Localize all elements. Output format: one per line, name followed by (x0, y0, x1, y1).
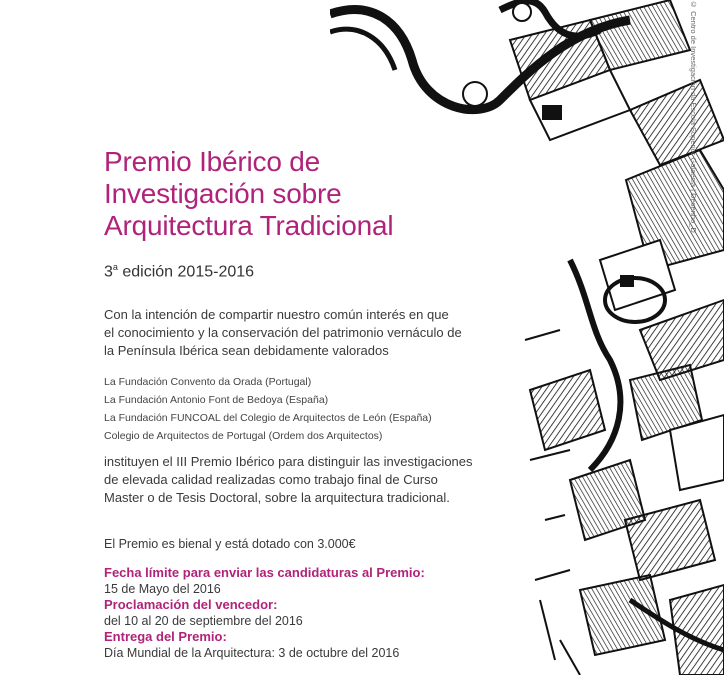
image-credit: © Centro de Investigación da Escola Superior Galaecia | Desenho_D (689, 0, 698, 233)
intro-line: Con la intención de compartir nuestro común interés en que (104, 307, 449, 322)
foundation-item: La Fundación Antonio Font de Bedoya (España) (104, 394, 329, 406)
body-line: de elevada calidad realizadas como trabajo final de Curso (104, 472, 438, 487)
body-line: Master o de Tesis Doctoral, sobre la arquitectura tradicional. (104, 490, 450, 505)
body-paragraph (104, 453, 524, 507)
intro-paragraph (104, 306, 504, 360)
intro-line: el conocimiento y la conservación del patrimonio vernáculo de (104, 325, 462, 340)
prize-amount-text: El Premio es bienal y está dotado con 3.000€ (104, 537, 356, 551)
page-title (104, 146, 393, 242)
body-line: instituyen el III Premio Ibérico para distinguir las investigaciones (104, 454, 473, 469)
edition-ordinal-suffix: a (112, 262, 118, 272)
key-dates (104, 565, 524, 661)
title-line-3: Arquitectura Tradicional (104, 210, 394, 241)
deadline-label: Fecha límite para enviar las candidaturas al Premio: (104, 565, 425, 580)
foundation-item: Colegio de Arquitectos de Portugal (Ordem dos Arquitectos) (104, 430, 383, 442)
foundations-list (104, 373, 504, 445)
title-line-1: Premio Ibérico de (104, 146, 321, 177)
deadline-value: 15 de Mayo del 2016 (104, 582, 221, 596)
edition-label (104, 262, 254, 281)
proclamation-value: del 10 al 20 de septiembre del 2016 (104, 614, 303, 628)
foundation-item: La Fundación Convento da Orada (Portugal) (104, 376, 312, 388)
delivery-value: Día Mundial de la Arquitectura: 3 de octubre del 2016 (104, 646, 400, 660)
title-line-2: Investigación sobre (104, 178, 342, 209)
proclamation-label: Proclamación del vencedor: (104, 597, 278, 612)
intro-line: la Península Ibérica sean debidamente valorados (104, 343, 389, 358)
delivery-label: Entrega del Premio: (104, 629, 227, 644)
edition-text: edición 2015-2016 (117, 263, 255, 281)
edition-ordinal: 3 (104, 263, 113, 281)
foundation-item: La Fundación FUNCOAL del Colegio de Arquitectos de León (España) (104, 412, 432, 424)
